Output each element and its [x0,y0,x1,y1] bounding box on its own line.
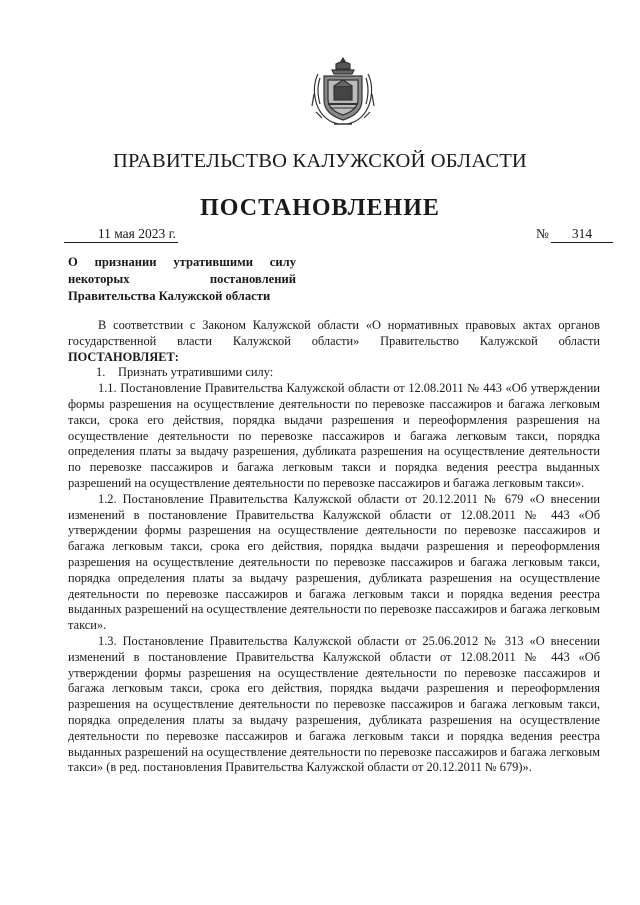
title-line: некоторых постановлений [68,272,296,286]
item-1-3: 1.3. Постановление Правительства Калужской области от 25.06.2012 № 313 «О внесении изменений в постановление Правительства Калужской области от 12.08.2011 № 443 «Об утверждении формы разрешения на осуществление деятельности по перевозке пассажиров и багажа легковым такси, срока его действия, порядка выдачи разрешения и переоформления разрешения на осуществление деятельности по перевозке пассажиров и багажа легковым такси, порядка определения платы за выдачу разрешения, дубликата разрешения на осуществление деятельности по перевозке пассажиров и багажа легковым такси и порядка ведения реестра выданных разрешений на осуществление деятельности по перевозке пассажиров и багажа легковым такси» (в ред. постановления Правительства Калужской области от 20.12.2011 № 679)». [68,633,600,775]
document-date: 11 мая 2023 г. [64,226,178,243]
item-1 [68,365,600,381]
decree-word: ПОСТАНОВЛЯЕТ: [68,349,179,364]
item-1-1: 1.1. Постановление Правительства Калужской области от 12.08.2011 № 443 «Об утверждении формы разрешения на осуществление деятельности по перевозке пассажиров и багажа легковым такси, срока его действия, порядка выдачи разрешения и переоформления разрешения на осуществление деятельности по перевозке пассажиров и багажа легковым такси, порядка определения платы за выдачу разрешения, дубликата разрешения на осуществление деятельности по перевозке пассажиров и багажа легковым такси и порядка ведения реестра выданных разрешений на осуществление деятельности по перевозке пассажиров и багажа легковым такси». [68,381,600,490]
coat-of-arms-icon [310,54,376,128]
preamble-paragraph [68,318,600,365]
document-body [68,318,600,776]
item-text: Признать утратившими силу: [118,365,274,380]
item-1-2: 1.2. Постановление Правительства Калужской области от 20.12.2011 № 679 «О внесении изменений в постановление Правительства Калужской области от 12.08.2011 № 443 «Об утверждении формы разрешения на осуществление деятельности по перевозке пассажиров и багажа легковым такси, срока его действия, порядка выдачи разрешения и переоформления разрешения на осуществление деятельности по перевозке пассажиров и багажа легковым такси, порядка определения платы за выдачу разрешения, дубликата разрешения на осуществление деятельности по перевозке пассажиров и багажа легковым такси и порядка ведения реестра выданных разрешений на осуществление деятельности по перевозке пассажиров и багажа легковым такси». [68,491,600,633]
item-number: 1. [96,365,106,380]
document-title [68,254,296,305]
preamble-text: В соответствии с Законом Калужской области «О нормативных правовых актах органов государственной власти Калужской области» Правительство Калужской области [68,318,600,348]
title-line: Правительства Калужской области [68,289,271,303]
title-line: О признании утратившими силу [68,255,296,269]
document-type: ПОСТАНОВЛЕНИЕ [200,195,440,221]
issuing-authority: ПРАВИТЕЛЬСТВО КАЛУЖСКОЙ ОБЛАСТИ [113,150,527,172]
document-number: 314 [551,226,613,243]
number-sign: № [536,226,549,241]
